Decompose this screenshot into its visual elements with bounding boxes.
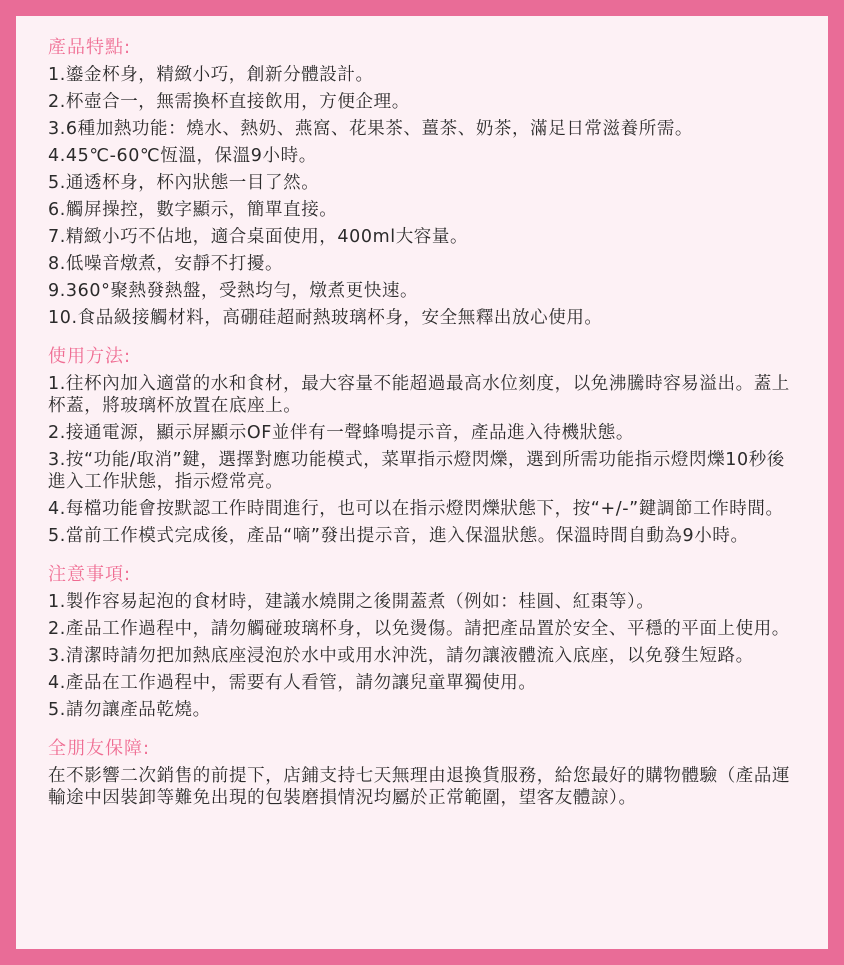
usage-step: 3.按“功能/取消”鍵，選擇對應功能模式，菜單指示燈閃爍，選到所需功能指示燈閃爍10秒後進入工作狀態，指示燈常亮。 <box>48 450 785 492</box>
feature-item: 6.觸屏操控，數字顯示，簡單直接。 <box>48 200 338 220</box>
note-item: 2.產品工作過程中，請勿觸碰玻璃杯身，以免燙傷。請把產品置於安全、平穩的平面上使用。 <box>48 619 790 639</box>
notes-heading: 注意事項: <box>48 564 132 585</box>
usage-step: 5.當前工作模式完成後，產品“嘀”發出提示音，進入保溫狀態。保溫時間自動為9小時。 <box>48 526 749 546</box>
note-item: 1.製作容易起泡的食材時，建議水燒開之後開蓋煮（例如：桂圓、紅棗等）。 <box>48 592 655 612</box>
feature-item: 3.6種加熱功能：燒水、熱奶、燕窩、花果茶、薑茶、奶茶，滿足日常滋養所需。 <box>48 119 694 139</box>
feature-item: 5.通透杯身，杯內狀態一目了然。 <box>48 173 320 193</box>
feature-item: 10.食品級接觸材料，高硼硅超耐熱玻璃杯身，安全無釋出放心使用。 <box>48 308 603 328</box>
guarantee-text: 在不影響二次銷售的前提下，店鋪支持七天無理由退換貨服務，給您最好的購物體驗（產品運輸途中因裝卸等難免出現的包裝磨損情況均屬於正常範圍，望客友體諒）。 <box>48 766 791 808</box>
info-panel <box>16 16 828 949</box>
note-item: 3.清潔時請勿把加熱底座浸泡於水中或用水沖洗，請勿讓液體流入底座，以免發生短路。 <box>48 646 754 666</box>
notes-section <box>48 561 798 721</box>
feature-item: 8.低噪音燉煮，安靜不打擾。 <box>48 254 284 274</box>
usage-list <box>48 373 798 547</box>
notes-list <box>48 591 798 721</box>
guarantee-heading: 全朋友保障: <box>48 738 151 759</box>
note-item: 4.產品在工作過程中，需要有人看管，請勿讓兒童單獨使用。 <box>48 673 537 693</box>
feature-item: 9.360°聚熱發熱盤，受熱均勻，燉煮更快速。 <box>48 281 419 301</box>
usage-step: 2.接通電源，顯示屏顯示OF並伴有一聲蜂鳴提示音，產品進入待機狀態。 <box>48 423 634 443</box>
usage-step: 1.往杯內加入適當的水和食材，最大容量不能超過最高水位刻度，以免沸騰時容易溢出。蓋上杯蓋，將玻璃杯放置在底座上。 <box>48 374 790 416</box>
features-heading: 產品特點: <box>48 37 132 58</box>
usage-heading: 使用方法: <box>48 346 132 367</box>
features-section <box>48 34 798 329</box>
feature-item: 4.45℃-60℃恆溫，保溫9小時。 <box>48 146 317 166</box>
features-list <box>48 64 798 329</box>
feature-item: 7.精緻小巧不佔地，適合桌面使用，400ml大容量。 <box>48 227 469 247</box>
feature-item: 2.杯壺合一，無需換杯直接飲用，方便企理。 <box>48 92 410 112</box>
feature-item: 1.鎏金杯身，精緻小巧，創新分體設計。 <box>48 65 374 85</box>
usage-section <box>48 343 798 547</box>
note-item: 5.請勿讓產品乾燒。 <box>48 700 211 720</box>
usage-step: 4.每檔功能會按默認工作時間進行，也可以在指示燈閃爍狀態下，按“+/-”鍵調節工作時間。 <box>48 499 784 519</box>
guarantee-section <box>48 735 798 809</box>
